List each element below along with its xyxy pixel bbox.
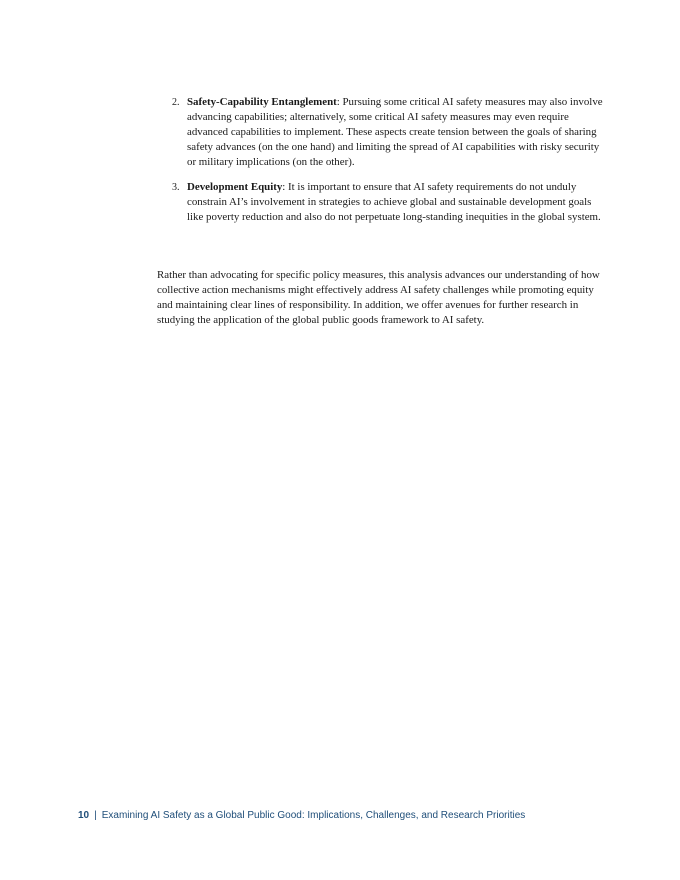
list-item-term: Development Equity xyxy=(187,181,283,193)
page-footer xyxy=(78,810,638,821)
summary-paragraph: Rather than advocating for specific policy measures, this analysis advances our understanding of how collective action mechanisms might effectively address AI safety challenges while promoting equity and maintaining clear lines of responsibility. In addition, we offer avenues for further research in studying the application of the global public goods framework to AI safety. xyxy=(157,269,600,326)
numbered-list xyxy=(172,95,605,235)
list-item-number: 2. xyxy=(172,97,180,108)
list-item-text: : Pursuing some critical AI safety measures may also involve advancing capabilities; alternatively, some critical AI safety measures may even require advanced capabilities to implement. These aspects create tension between the goals of sharing safety advances (on the one hand) and limiting the spread of AI capabilities with risky security or military implications (on the other). xyxy=(187,96,603,168)
footer-page-number: 10 xyxy=(78,810,90,821)
list-item xyxy=(172,180,605,225)
list-item-term: Safety-Capability Entanglement xyxy=(187,96,337,108)
list-item-number: 3. xyxy=(172,182,180,193)
list-item xyxy=(172,95,605,170)
footer-separator: | xyxy=(94,810,97,821)
list-item-text: : It is important to ensure that AI safety requirements do not unduly constrain AI’s involvement in strategies to achieve global and sustainable development goals like poverty reduction and also do not perpetuate long-standing inequities in the global system. xyxy=(187,181,601,223)
footer-document-title: Examining AI Safety as a Global Public Good: Implications, Challenges, and Research Priorities xyxy=(101,810,526,821)
